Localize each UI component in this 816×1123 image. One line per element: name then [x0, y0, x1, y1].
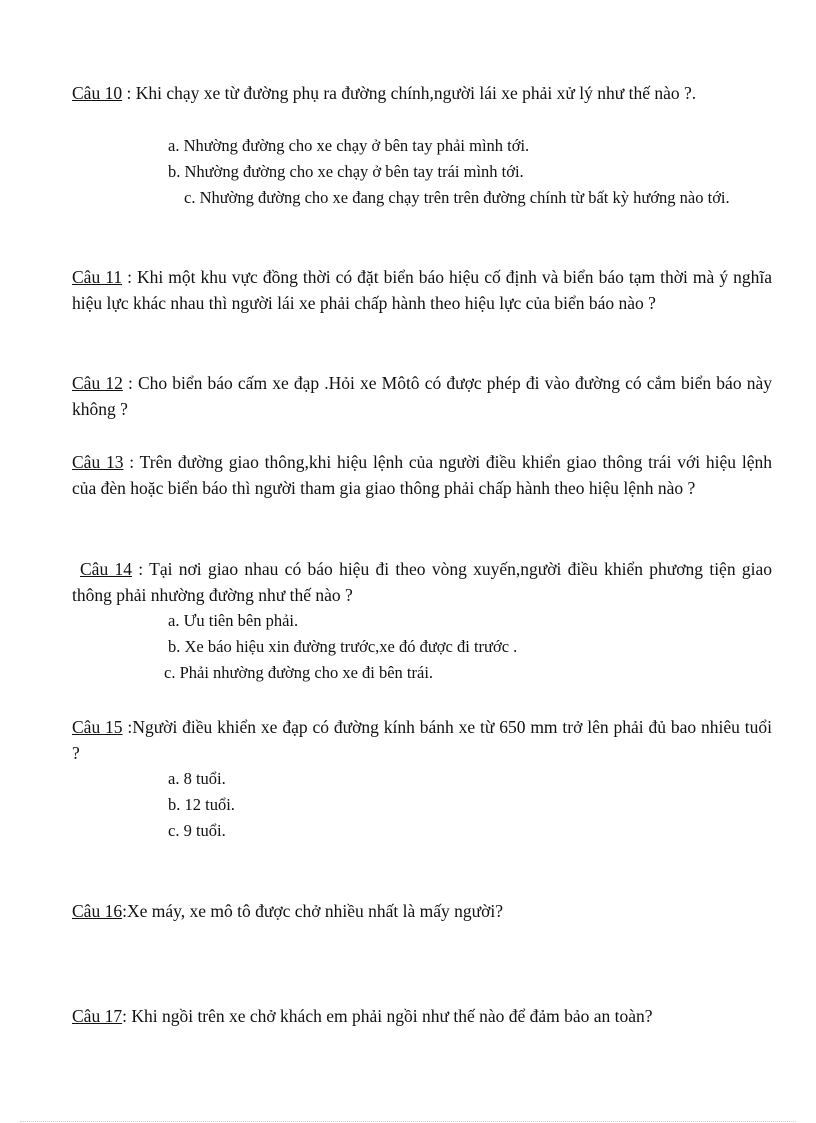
option-a: a. Ưu tiên bên phải. — [168, 611, 299, 630]
question-12 — [72, 370, 772, 422]
question-label: Câu 16 — [72, 901, 123, 921]
question-label: Câu 10 — [72, 83, 123, 103]
question-separator: : — [122, 717, 133, 737]
question-separator: : — [122, 83, 136, 103]
question-label: Câu 15 — [72, 717, 123, 737]
question-11 — [72, 264, 772, 316]
question-17 — [72, 1003, 772, 1029]
question-14 — [72, 556, 772, 608]
question-separator: : — [132, 559, 150, 579]
question-separator: : — [122, 901, 127, 921]
option-a: a. 8 tuổi. — [168, 769, 226, 788]
page-bottom-border — [20, 1121, 796, 1122]
question-separator: : — [122, 267, 137, 287]
question-text: Người điều khiển xe đạp có đường kính bánh xe từ 650 mm trở lên phải đủ bao nhiêu tuổi ? — [72, 717, 772, 763]
question-label: Câu 17 — [72, 1006, 123, 1026]
question-separator: : — [122, 1006, 132, 1026]
option-b: b. Xe báo hiệu xin đường trước,xe đó được đi trước . — [168, 637, 518, 656]
question-label: Câu 13 — [72, 452, 124, 472]
option-b: b. Nhường đường cho xe chạy ở bên tay trái mình tới. — [168, 162, 524, 181]
question-text: Trên đường giao thông,khi hiệu lệnh của người điều khiển giao thông trái với hiệu lệnh của đèn hoặc biển báo thì người tham gia giao thông phải chấp hành theo hiệu lệnh nào ? — [72, 452, 772, 498]
question-text: Xe máy, xe mô tô được chở nhiều nhất là mấy người? — [126, 901, 504, 921]
question-label: Câu 11 — [72, 267, 123, 287]
question-text: Khi chạy xe từ đường phụ ra đường chính,người lái xe phải xử lý như thế nào ?. — [135, 83, 697, 103]
option-c: c. 9 tuổi. — [168, 821, 226, 840]
question-text: Cho biển báo cấm xe đạp .Hỏi xe Môtô có được phép đi vào đường có cắm biển báo này không ? — [72, 373, 772, 419]
question-label: Câu 12 — [72, 373, 123, 393]
option-c: c. Phải nhường đường cho xe đi bên trái. — [164, 663, 434, 682]
option-c: c. Nhường đường cho xe đang chạy trên trên đường chính từ bất kỳ hướng nào tới. — [184, 188, 730, 207]
question-separator: : — [123, 452, 140, 472]
question-label: Câu 14 — [80, 559, 132, 579]
question-15 — [72, 714, 772, 766]
option-b: b. 12 tuổi. — [168, 795, 235, 814]
question-text: Tại nơi giao nhau có báo hiệu đi theo vòng xuyến,người điều khiển phương tiện giao thông phải nhường đường như thế nào ? — [72, 559, 772, 605]
question-13 — [72, 449, 772, 501]
question-separator: : — [122, 373, 138, 393]
question-text: Khi một khu vực đồng thời có đặt biển báo hiệu cố định và biển báo tạm thời mà ý nghĩa hiệu lực khác nhau thì người lái xe phải chấp hành theo hiệu lực của biển báo nào ? — [72, 267, 772, 313]
question-text: Khi ngồi trên xe chở khách em phải ngồi như thế nào để đảm bảo an toàn? — [131, 1006, 653, 1026]
question-10 — [72, 80, 772, 106]
option-a: a. Nhường đường cho xe chạy ở bên tay phải mình tới. — [168, 136, 530, 155]
question-16 — [72, 898, 772, 924]
